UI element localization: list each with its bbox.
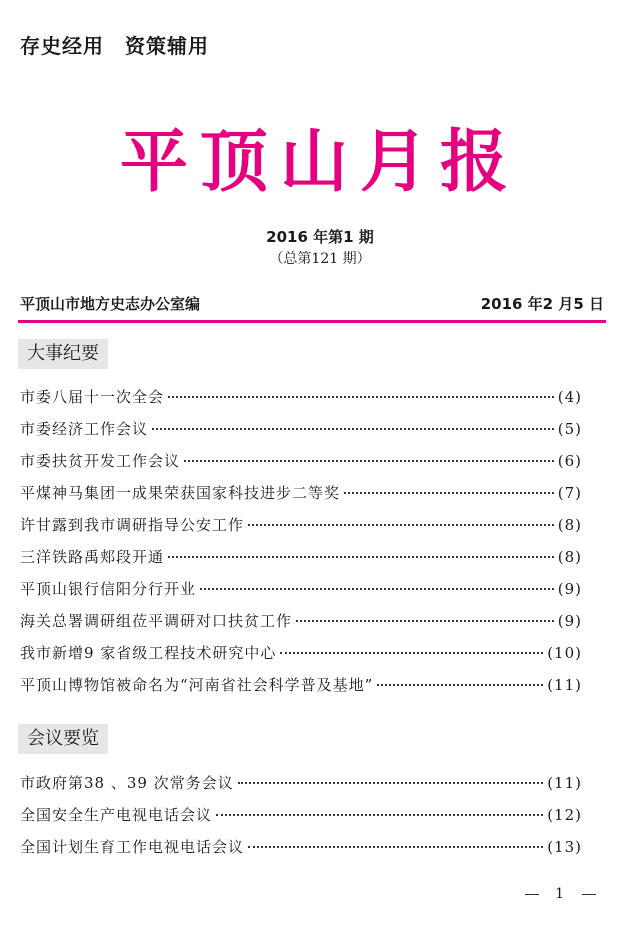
dot-leader — [168, 396, 554, 398]
toc-list — [20, 772, 582, 868]
dot-leader — [248, 524, 554, 526]
dot-leader — [296, 620, 554, 622]
toc-item-title: 三洋铁路禹郏段开通 — [20, 548, 165, 566]
masthead-title: 平顶山月报 — [119, 122, 520, 202]
toc-item-page: (12) — [547, 806, 582, 824]
toc-item-page: (4) — [557, 388, 582, 406]
footer-dash — [582, 894, 596, 895]
page-footer — [509, 886, 612, 902]
toc-item-title: 全国安全生产电视电话会议 — [20, 806, 213, 824]
toc-item-title: 全国计划生育工作电视电话会议 — [20, 838, 245, 856]
toc-item-title: 平煤神马集团一成果荣获国家科技进步二等奖 — [20, 484, 341, 502]
dot-leader — [344, 492, 554, 494]
toc-item[interactable] — [20, 450, 582, 482]
footer-dash — [525, 894, 539, 895]
toc-item-page: (9) — [557, 612, 582, 630]
toc-item[interactable] — [20, 610, 582, 642]
section-heading: 会议要览 — [18, 724, 108, 754]
toc-item-title: 市政府第38 、39 次常务会议 — [20, 774, 234, 792]
toc-item[interactable] — [20, 386, 582, 418]
header-rule — [18, 320, 606, 323]
toc-item-page: (10) — [547, 644, 582, 662]
toc-item-title: 许甘露到我市调研指导公安工作 — [20, 516, 245, 534]
publisher: 平顶山市地方史志办公室编 — [20, 295, 201, 313]
toc-item[interactable] — [20, 418, 582, 450]
publication-date: 2016 年2 月5 日 — [480, 295, 604, 313]
toc-item-title: 市委扶贫开发工作会议 — [20, 452, 181, 470]
toc-item-page: (11) — [547, 774, 582, 792]
toc-item-page: (7) — [557, 484, 582, 502]
dot-leader — [238, 782, 543, 784]
toc-item-page: (5) — [557, 420, 582, 438]
tagline: 存史经用 资策辅用 — [20, 34, 209, 58]
dot-leader — [377, 684, 543, 686]
toc-item[interactable] — [20, 482, 582, 514]
toc-list — [20, 386, 582, 706]
issue-total: （总第121 期） — [269, 251, 371, 267]
toc-item-page: (9) — [557, 580, 582, 598]
dot-leader — [184, 460, 554, 462]
toc-item[interactable] — [20, 514, 582, 546]
toc-item-page: (6) — [557, 452, 582, 470]
toc-item[interactable] — [20, 546, 582, 578]
dot-leader — [248, 846, 543, 848]
toc-item[interactable] — [20, 674, 582, 706]
dot-leader — [280, 652, 543, 654]
dot-leader — [200, 588, 554, 590]
dot-leader — [152, 428, 554, 430]
toc-item[interactable] — [20, 804, 582, 836]
toc-item-title: 市委经济工作会议 — [20, 420, 149, 438]
toc-item-title: 海关总署调研组莅平调研对口扶贫工作 — [20, 612, 293, 630]
toc-item-title: 平顶山博物馆被命名为“河南省社会科学普及基地” — [20, 676, 374, 694]
toc-item-page: (8) — [557, 548, 582, 566]
page-number: 1 — [555, 886, 566, 902]
section-heading: 大事纪要 — [18, 339, 108, 369]
toc-item[interactable] — [20, 836, 582, 868]
dot-leader — [216, 814, 543, 816]
toc-item-title: 市委八届十一次全会 — [20, 388, 165, 406]
toc-item-page: (13) — [547, 838, 582, 856]
toc-item-title: 平顶山银行信阳分行开业 — [20, 580, 197, 598]
issue-number: 2016 年第1 期 — [266, 228, 374, 246]
dot-leader — [168, 556, 554, 558]
toc-item-page: (11) — [547, 676, 582, 694]
toc-item-page: (8) — [557, 516, 582, 534]
toc-item[interactable] — [20, 578, 582, 610]
toc-item[interactable] — [20, 642, 582, 674]
toc-item-title: 我市新增9 家省级工程技术研究中心 — [20, 644, 277, 662]
toc-item[interactable] — [20, 772, 582, 804]
